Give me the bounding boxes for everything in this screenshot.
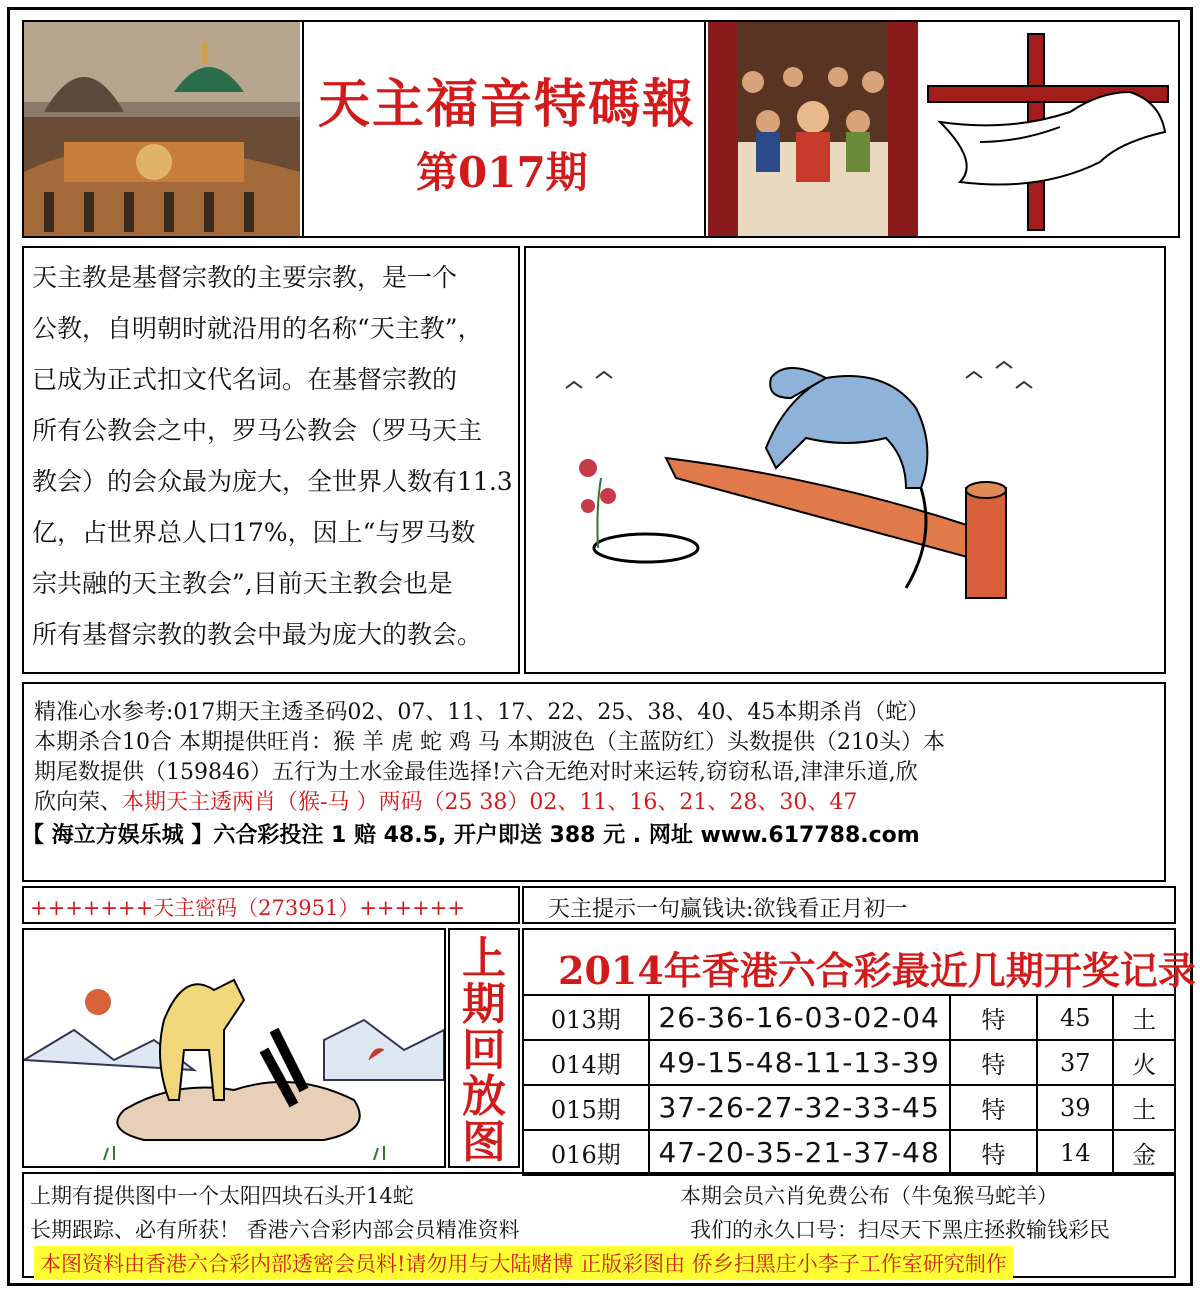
intro-line: 教会）的会众最为庞大，全世界人数有11.3 xyxy=(32,467,513,496)
records-header xyxy=(522,928,1196,994)
secret-code-bar xyxy=(22,886,520,924)
footer-right-2: 我们的永久口号：扫尽天下黑庄拯救输钱彩民 xyxy=(690,1218,1110,1242)
table-row xyxy=(523,1130,1175,1175)
numbers-cell: 26-36-16-03-02-04 xyxy=(649,995,950,1040)
casino-ad-link[interactable]: 【 海立方娱乐城 】六合彩投注 1 赔 48.5, 开户即送 388 元 . 网址 www.617788.com xyxy=(22,823,920,848)
hint-bar xyxy=(522,886,1176,924)
numbers-cell: 47-20-35-21-37-48 xyxy=(649,1130,950,1175)
special-number-cell: 37 xyxy=(1037,1040,1113,1085)
tips-highlight: 本期天主透两肖（猴-马 ）两码（25 38）02、11、16、21、28、30、47 xyxy=(122,790,858,815)
tips-panel xyxy=(22,682,1166,882)
records-table xyxy=(522,994,1176,1176)
element-cell: 土 xyxy=(1113,1085,1175,1130)
tips-line-3: 期尾数提供（159846）五行为土水金最佳选择!六合无绝对时来运转,窃窃私语,津津乐道,欣 xyxy=(34,760,918,785)
footer-banner: 本图资料由香港六合彩内部透密会员料!请勿用与大陆赌博 正版彩图由 侨乡扫黑庄小李子工作室研究制作 xyxy=(34,1246,1013,1280)
special-number-cell: 45 xyxy=(1037,995,1113,1040)
secret-code: +++++++天主密码（273951）++++++ xyxy=(30,896,465,920)
period-cell: 016期 xyxy=(523,1130,649,1175)
numbers-cell: 49-15-48-11-13-39 xyxy=(649,1040,950,1085)
tips-line-4-prefix: 欣向荣、 xyxy=(34,790,123,815)
table-row xyxy=(523,1085,1175,1130)
period-cell: 013期 xyxy=(523,995,649,1040)
intro-line: 已成为正式扣文代名词。在基督宗教的 xyxy=(32,365,458,394)
review-char: 回 xyxy=(462,1025,506,1076)
footer-left-1: 上期有提供图中一个太阳四块石头开14蛇 xyxy=(30,1184,414,1208)
review-label-box xyxy=(448,928,520,1168)
tips-line-4 xyxy=(34,788,945,818)
special-number-cell: 39 xyxy=(1037,1085,1113,1130)
special-label-cell: 特 xyxy=(950,1130,1038,1175)
table-row xyxy=(523,1040,1175,1085)
horse-image xyxy=(22,928,446,1168)
page-title: 天主福音特碼報 xyxy=(318,74,697,135)
last-supper-image xyxy=(708,22,918,236)
church-image xyxy=(24,22,300,236)
period-cell: 015期 xyxy=(523,1085,649,1130)
intro-line: 所有基督宗教的教会中最为庞大的教会。 xyxy=(32,620,483,649)
intro-line: 宗共融的天主教会”,目前天主教会也是 xyxy=(32,569,453,598)
money-hint: 天主提示一句赢钱诀:欲钱看正月初一 xyxy=(548,897,908,922)
cross-dove-image xyxy=(920,22,1178,236)
footer-left-2: 长期跟踪、必有所获！ 香港六合彩内部会员精准资料 xyxy=(30,1218,520,1242)
intro-line: 所有公教会之中，罗马公教会（罗马天主 xyxy=(32,416,483,445)
intro-line: 亿，占世界总人口17%，因上“与罗马数 xyxy=(32,518,476,547)
cat-on-branch-image xyxy=(524,246,1166,674)
special-number-cell: 14 xyxy=(1037,1130,1113,1175)
records-title: 2014年香港六合彩最近几期开奖记录 xyxy=(558,948,1196,993)
period-cell: 014期 xyxy=(523,1040,649,1085)
footer-panel xyxy=(22,1172,1176,1278)
element-cell: 火 xyxy=(1113,1040,1175,1085)
special-label-cell: 特 xyxy=(950,1085,1038,1130)
intro-line: 公教，自明朝时就沿用的名称“天主教”， xyxy=(32,314,483,343)
issue-number: 第017期 xyxy=(416,148,588,197)
table-row xyxy=(523,995,1175,1040)
review-char: 期 xyxy=(462,979,506,1030)
tips-line-1: 精准心水参考:017期天主透圣码02、07、11、17、22、25、38、40、45本期杀肖（蛇） xyxy=(34,700,930,725)
intro-text-box xyxy=(22,246,520,674)
records-table-wrap xyxy=(522,994,1176,1176)
intro-line: 天主教是基督宗教的主要宗教，是一个 xyxy=(32,263,458,292)
title-area xyxy=(302,22,706,236)
element-cell: 土 xyxy=(1113,995,1175,1040)
footer-right-1: 本期会员六肖免费公布（牛兔猴马蛇羊） xyxy=(680,1184,1058,1208)
special-label-cell: 特 xyxy=(950,1040,1038,1085)
review-char: 图 xyxy=(462,1117,506,1168)
review-char: 上 xyxy=(462,933,506,984)
element-cell: 金 xyxy=(1113,1130,1175,1175)
numbers-cell: 37-26-27-32-33-45 xyxy=(649,1085,950,1130)
tips-line-2: 本期杀合10合 本期提供旺肖：猴 羊 虎 蛇 鸡 马 本期波色（主蓝防红）头数提供（210头）本 xyxy=(34,730,945,755)
special-label-cell: 特 xyxy=(950,995,1038,1040)
newspaper-page xyxy=(7,7,1196,1286)
review-char: 放 xyxy=(462,1071,506,1122)
